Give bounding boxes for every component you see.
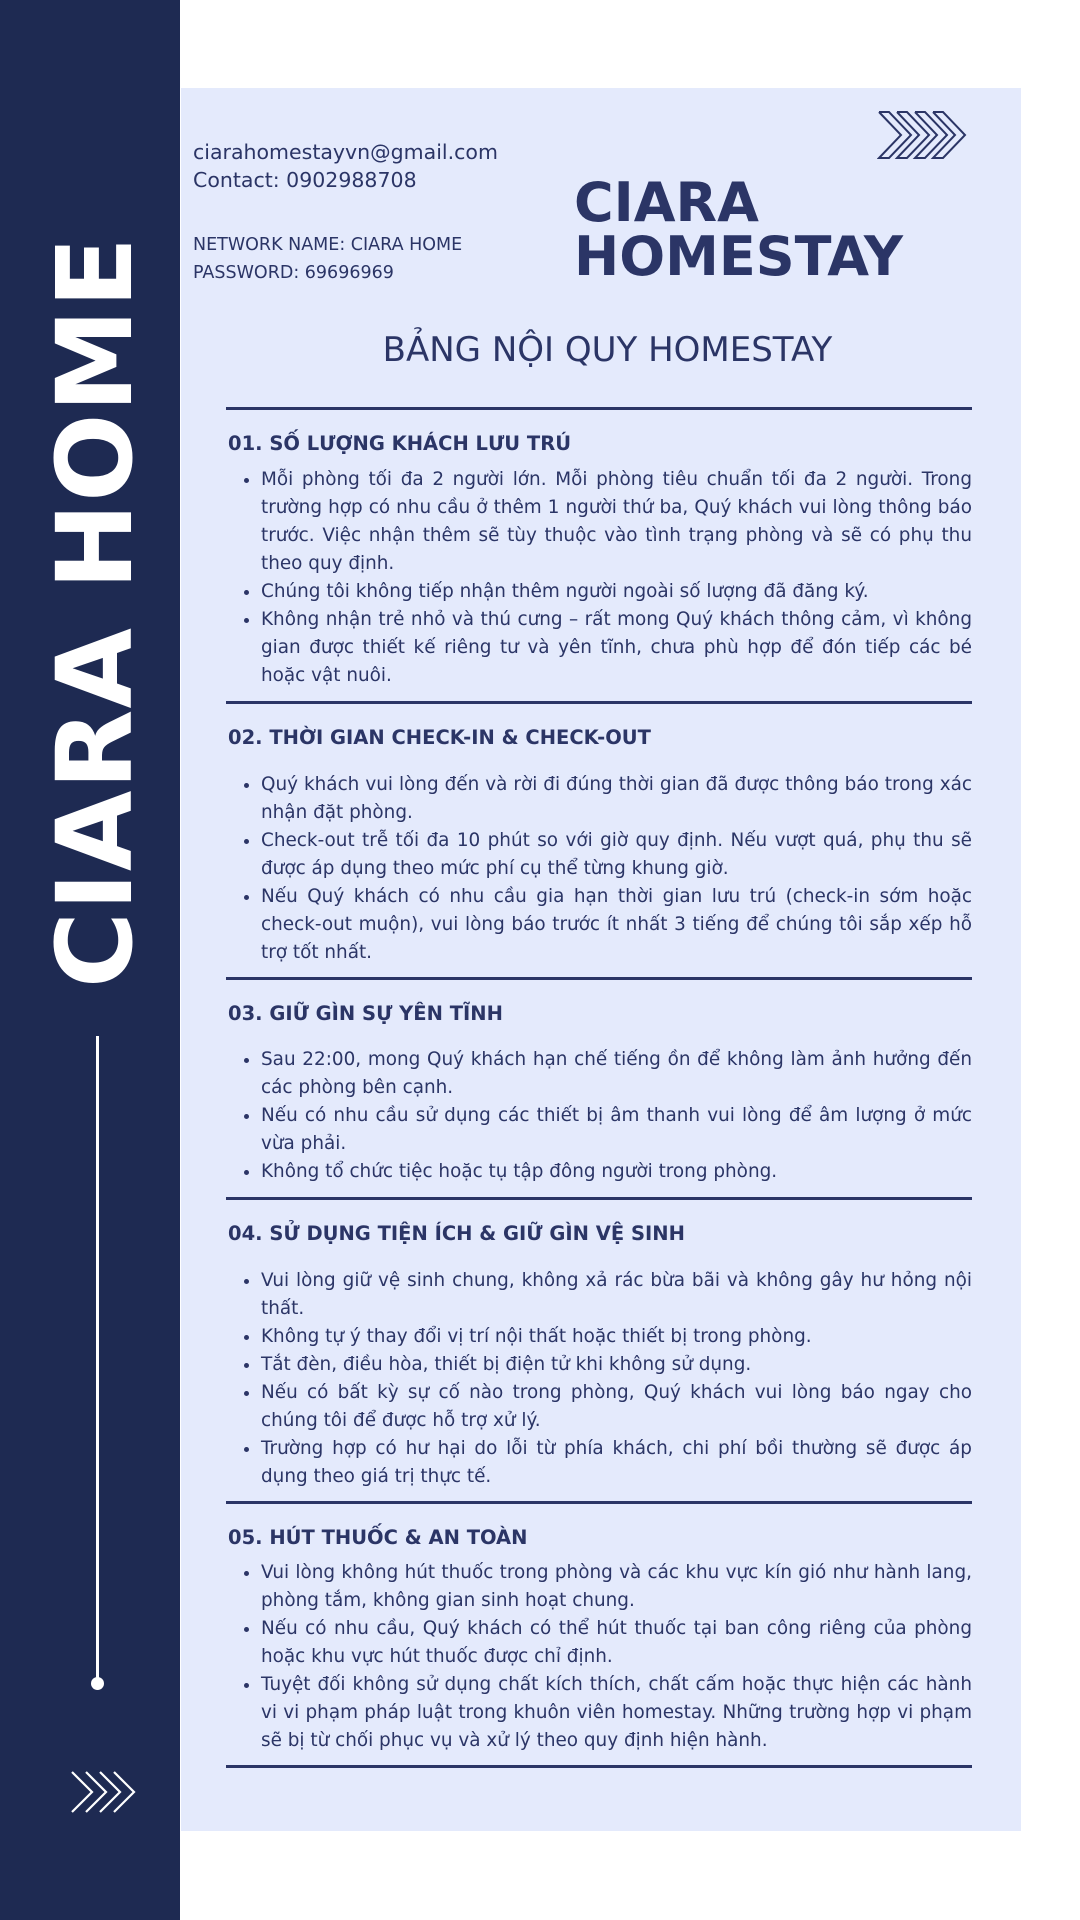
wifi-info bbox=[193, 231, 462, 287]
section-heading: 01. SỐ LƯỢNG KHÁCH LƯU TRÚ bbox=[228, 432, 572, 455]
list-item: • Chúng tôi không tiếp nhận thêm người ngoài số lượng đã đăng ký. bbox=[261, 578, 972, 606]
section-heading: 05. HÚT THUỐC & AN TOÀN bbox=[228, 1526, 528, 1549]
list-item: • Nếu Quý khách có nhu cầu gia hạn thời gian lưu trú (check-in sớm hoặc check-out muộn), vui lòng báo trước ít nhất 3 tiếng để chúng tôi sắp xếp hỗ trợ tốt nhất. bbox=[261, 883, 972, 967]
list-item: • Sau 22:00, mong Quý khách hạn chế tiếng ồn để không làm ảnh hưởng đến các phòng bên cạnh. bbox=[261, 1046, 972, 1102]
wifi-password: PASSWORD: 69696969 bbox=[193, 263, 394, 283]
list-item: • Quý khách vui lòng đến và rời đi đúng thời gian đã được thông báo trong xác nhận đặt phòng. bbox=[261, 771, 972, 827]
list-item: • Tuyệt đối không sử dụng chất kích thích, chất cấm hoặc thực hiện các hành vi vi phạm pháp luật trong khuôn viên homestay. Những trường hợp vi phạm sẽ bị từ chối phục vụ và xử lý theo quy định hiện hành. bbox=[261, 1671, 972, 1755]
contact-phone: Contact: 0902988708 bbox=[193, 168, 417, 192]
list-item: • Vui lòng không hút thuốc trong phòng và các khu vực kín gió như hành lang, phòng tắm, không gian sinh hoạt chung. bbox=[261, 1559, 972, 1615]
wifi-network-name: NETWORK NAME: CIARA HOME bbox=[193, 235, 463, 255]
list-item: • Mỗi phòng tối đa 2 người lớn. Mỗi phòng tiêu chuẩn tối đa 2 người. Trong trường hợp có nhu cầu ở thêm 1 người thứ ba, Quý khách vui lòng thông báo trước. Việc nhận thêm sẽ tùy thuộc vào tình trạng phòng và sẽ có phụ thu theo quy định. bbox=[261, 466, 972, 578]
chevrons-right-icon bbox=[70, 1770, 146, 1814]
section-divider bbox=[226, 1765, 972, 1768]
list-item: • Tắt đèn, điều hòa, thiết bị điện tử khi không sử dụng. bbox=[261, 1351, 972, 1379]
sidebar-line-dot bbox=[91, 1677, 104, 1690]
list-item: • Không nhận trẻ nhỏ và thú cưng – rất mong Quý khách thông cảm, vì không gian được thiết kế riêng tư và yên tĩnh, chưa phù hợp để đón tiếp các bé hoặc vật nuôi. bbox=[261, 606, 972, 690]
section-rules-list bbox=[228, 1559, 972, 1755]
contact-email: ciarahomestayvn@gmail.com bbox=[193, 140, 498, 164]
section-divider bbox=[226, 1197, 972, 1200]
section-divider bbox=[226, 977, 972, 980]
hotel-name-line1: CIARA bbox=[574, 171, 759, 234]
document-title: BẢNG NỘI QUY HOMESTAY bbox=[382, 330, 833, 370]
section-rules-list bbox=[228, 771, 972, 967]
hotel-name-line2: HOMESTAY bbox=[574, 225, 903, 288]
sidebar-divider-line bbox=[96, 1036, 99, 1682]
section-heading: 04. SỬ DỤNG TIỆN ÍCH & GIỮ GÌN VỆ SINH bbox=[228, 1222, 685, 1245]
section-rules-list bbox=[228, 466, 972, 690]
vertical-brand-title: CIARA HOME bbox=[34, 235, 156, 989]
section-rules-list bbox=[228, 1267, 972, 1491]
section-divider bbox=[226, 701, 972, 704]
section-heading: 03. GIỮ GÌN SỰ YÊN TĨNH bbox=[228, 1002, 503, 1025]
list-item: • Không tự ý thay đổi vị trí nội thất hoặc thiết bị trong phòng. bbox=[261, 1323, 972, 1351]
section-heading: 02. THỜI GIAN CHECK-IN & CHECK-OUT bbox=[228, 726, 651, 749]
list-item: • Nếu có bất kỳ sự cố nào trong phòng, Quý khách vui lòng báo ngay cho chúng tôi để được hỗ trợ xử lý. bbox=[261, 1379, 972, 1435]
chevrons-right-icon bbox=[877, 110, 971, 160]
list-item: • Trường hợp có hư hại do lỗi từ phía khách, chi phí bồi thường sẽ được áp dụng theo giá trị thực tế. bbox=[261, 1435, 972, 1491]
section-divider bbox=[226, 1501, 972, 1504]
contact-info bbox=[193, 138, 498, 194]
section-rules-list bbox=[228, 1046, 972, 1186]
hotel-name bbox=[574, 171, 903, 288]
list-item: • Nếu có nhu cầu, Quý khách có thể hút thuốc tại ban công riêng của phòng hoặc khu vực hút thuốc được chỉ định. bbox=[261, 1615, 972, 1671]
list-item: • Không tổ chức tiệc hoặc tụ tập đông người trong phòng. bbox=[261, 1158, 972, 1186]
list-item: • Nếu có nhu cầu sử dụng các thiết bị âm thanh vui lòng để âm lượng ở mức vừa phải. bbox=[261, 1102, 972, 1158]
list-item: • Vui lòng giữ vệ sinh chung, không xả rác bừa bãi và không gây hư hỏng nội thất. bbox=[261, 1267, 972, 1323]
list-item: • Check-out trễ tối đa 10 phút so với giờ quy định. Nếu vượt quá, phụ thu sẽ được áp dụng theo mức phí cụ thể từng khung giờ. bbox=[261, 827, 972, 883]
section-divider bbox=[226, 407, 972, 410]
